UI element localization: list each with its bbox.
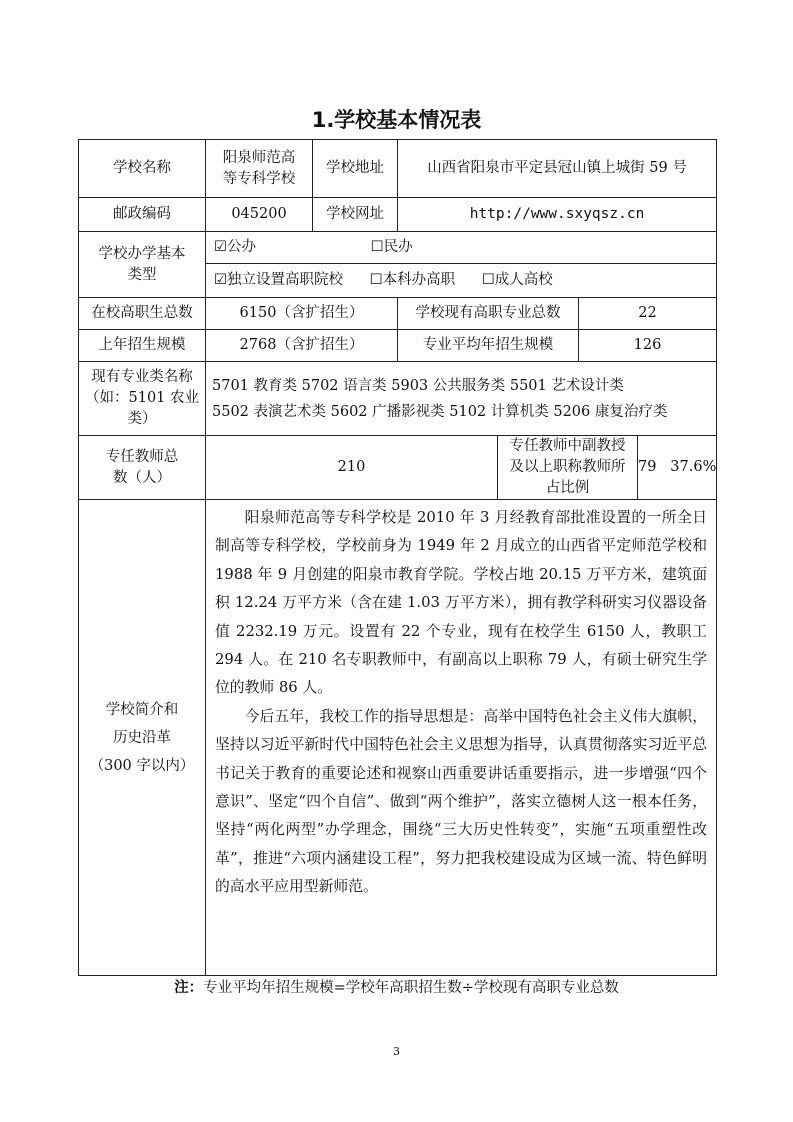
major-category-value (206, 362, 717, 436)
checkbox-undergrad-label: 本科办高职 (382, 272, 456, 288)
major-category-line: 5701 教育类 5702 语言类 5903 公共服务类 5501 艺术设计类 (212, 377, 624, 394)
footnote-prefix: 注： (174, 979, 204, 996)
checkbox-adult[interactable] (482, 270, 553, 291)
checkbox-adult-label: 成人高校 (494, 272, 553, 288)
school-type-label (79, 232, 206, 298)
intro-paragraph: 今后五年，我校工作的指导思想是：高举中国特色社会主义伟大旗帜，坚持以习近平新时代中国特色社会主义思想为指导，认真贯彻落实习近平总书记关于教育的重要论述和视察山西重要讲话重要指示，进一步增强“四个意识”、坚定“四个自信”、做到“两个维护”，落实立德树人这一根本任务，坚持“两化两型”办学理念，围绕“三大历史性转变”，实施“五项重塑性改革”，推进“六项内涵建设工程”，努力把我校建设成为区域一流、特色鲜明的高水平应用型新师范。 (215, 707, 708, 896)
students-total-value: 6150（含扩招生） (206, 298, 398, 330)
intro-label (79, 500, 206, 976)
major-category-label: 现有专业类名称（如：5101 农业类） (79, 362, 206, 436)
intro-label-line: 学校简介和 (105, 701, 179, 718)
school-address-value: 山西省阳泉市平定县冠山镇上城街 59 号 (398, 140, 717, 198)
checkbox-public[interactable] (214, 237, 256, 258)
table-row (79, 140, 717, 198)
unchecked-box-icon: ☐ (369, 272, 383, 288)
majors-total-value: 22 (579, 298, 717, 330)
school-address-label: 学校地址 (313, 140, 398, 198)
school-info-table (78, 139, 717, 976)
table-row (79, 362, 717, 436)
school-type-label-text: 学校办学基本类型 (98, 245, 186, 283)
checkbox-independent[interactable] (214, 270, 343, 291)
students-total-label: 在校高职生总数 (79, 298, 206, 330)
table-row (79, 330, 717, 362)
school-name-value: 阳泉师范高等专科学校 (206, 140, 313, 198)
unchecked-box-icon: ☐ (481, 272, 495, 288)
footnote-text: 专业平均年招生规模=学校年高职招生数÷学校现有高职专业总数 (203, 980, 619, 996)
checkbox-undergrad[interactable] (370, 270, 456, 291)
page-title: 1.学校基本情况表 (311, 108, 482, 132)
intro-paragraph: 阳泉师范高等专科学校是 2010 年 3 月经教育部批准设置的一所全日制高等专科学校，学校前身为 1949 年 2 月成立的山西省平定师范学校和 1988 年 9 月创建的阳泉市教育学院。学校占地 20.15 万平方米，建筑面积 12.24 万平方米（含在建 1.03 万平方米），拥有教学科研实习仪器设备值 2232.19 万元。设置有 22 个专业，现有在校学生 6150 人，教职工 294 人。在 210 名专职教师中，有副高以上职称 79 人，有硕士研究生学位的教师 86 人。 (215, 509, 708, 697)
intro-label-line: 历史沿革 (113, 729, 171, 746)
senior-ratio-label: 专任教师中副教授及以上职称教师所占比例 (498, 436, 638, 500)
table-row (79, 298, 717, 330)
table-row (79, 232, 717, 264)
school-name-label: 学校名称 (79, 140, 206, 198)
postcode-label: 邮政编码 (79, 198, 206, 232)
checkbox-independent-label: 独立设置高职院校 (227, 272, 343, 288)
school-type-ownership (206, 232, 717, 264)
table-row (79, 436, 717, 500)
website-label: 学校网址 (313, 198, 398, 232)
senior-ratio-value: 79 37.6% (638, 436, 717, 500)
footnote (0, 976, 793, 997)
checked-box-icon: ☑ (214, 272, 227, 288)
website-value: http://www.sxyqsz.cn (398, 198, 717, 232)
enrollment-value: 2768（含扩招生） (206, 330, 398, 362)
teachers-total-value: 210 (206, 436, 498, 500)
avg-enrollment-value: 126 (579, 330, 717, 362)
unchecked-box-icon: ☐ (370, 239, 384, 255)
table-row (79, 198, 717, 232)
teachers-total-label: 专任教师总数（人） (79, 436, 206, 500)
page-number: 3 (393, 1045, 400, 1058)
avg-enrollment-label: 专业平均年招生规模 (398, 330, 579, 362)
checkbox-private-label: 民办 (383, 239, 413, 255)
majors-total-label: 学校现有高职专业总数 (398, 298, 579, 330)
checked-box-icon: ☑ (214, 239, 227, 255)
checkbox-private[interactable] (371, 237, 413, 258)
checkbox-public-label: 公办 (227, 239, 256, 255)
postcode-value: 045200 (206, 198, 313, 232)
intro-content (206, 500, 717, 976)
intro-label-line: （300 字以内） (89, 757, 195, 774)
major-category-line: 5502 表演艺术类 5602 广播影视类 5102 计算机类 5206 康复治疗类 (212, 403, 668, 420)
enrollment-label: 上年招生规模 (79, 330, 206, 362)
table-row (79, 500, 717, 976)
school-type-category (206, 264, 717, 298)
